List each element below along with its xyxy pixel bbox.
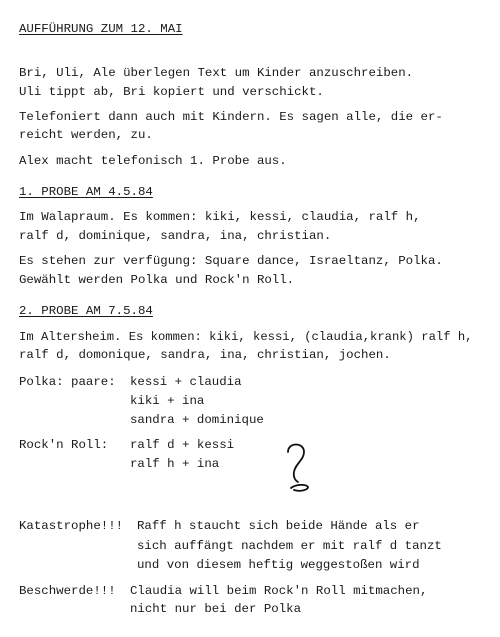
beschwerde-label: Beschwerde!!! <box>19 584 116 598</box>
probe2-heading: 2. PROBE AM 7.5.84 <box>19 304 153 318</box>
intro-line-5: Alex macht telefonisch 1. Probe aus. <box>19 154 287 168</box>
katastrophe-line-2: sich auffängt nachdem er mit ralf d tanzt <box>137 539 442 553</box>
handwritten-question-mark <box>282 440 316 496</box>
probe1-line-3: Es stehen zur verfügung: Square dance, Israeltanz, Polka. <box>19 254 443 268</box>
katastrophe-line-1: Raff h staucht sich beide Hände als er <box>137 519 420 533</box>
probe1-line-1: Im Walapraum. Es kommen: kiki, kessi, claudia, ralf h, <box>19 210 421 224</box>
polka-pair: sandra + dominique <box>130 413 264 427</box>
probe2-line-2: ralf d, domonique, sandra, ina, christian, jochen. <box>19 348 391 362</box>
intro-line-1: Bri, Uli, Ale überlegen Text um Kinder anzuschreiben. <box>19 66 414 80</box>
probe1-line-4: Gewählt werden Polka und Rock'n Roll. <box>19 273 295 287</box>
polka-pair: kiki + ina <box>130 394 205 408</box>
beschwerde-line-1: Claudia will beim Rock'n Roll mitmachen, <box>130 584 428 598</box>
intro-line-3: Telefoniert dann auch mit Kindern. Es sagen alle, die er- <box>19 110 443 124</box>
probe1-line-2: ralf d, dominique, sandra, ina, christian. <box>19 229 332 243</box>
intro-line-2: Uli tippt ab, Bri kopiert und verschickt. <box>19 85 324 99</box>
rock-pair: ralf h + ina <box>130 457 220 471</box>
intro-line-4: reicht werden, zu. <box>19 128 153 142</box>
polka-label: Polka: paare: <box>19 375 116 389</box>
probe2-line-1: Im Altersheim. Es kommen: kiki, kessi, (claudia,krank) ralf h, <box>19 330 473 344</box>
rock-label: Rock'n Roll: <box>19 438 109 452</box>
beschwerde-line-2: nicht nur bei der Polka <box>130 602 302 616</box>
katastrophe-line-3: und von diesem heftig weggestoßen wird <box>137 558 420 572</box>
polka-pair: kessi + claudia <box>130 375 242 389</box>
rock-pair: ralf d + kessi <box>130 438 235 452</box>
probe1-heading: 1. PROBE AM 4.5.84 <box>19 185 153 199</box>
katastrophe-label: Katastrophe!!! <box>19 519 124 533</box>
document-title: AUFFÜHRUNG ZUM 12. MAI <box>19 22 183 36</box>
